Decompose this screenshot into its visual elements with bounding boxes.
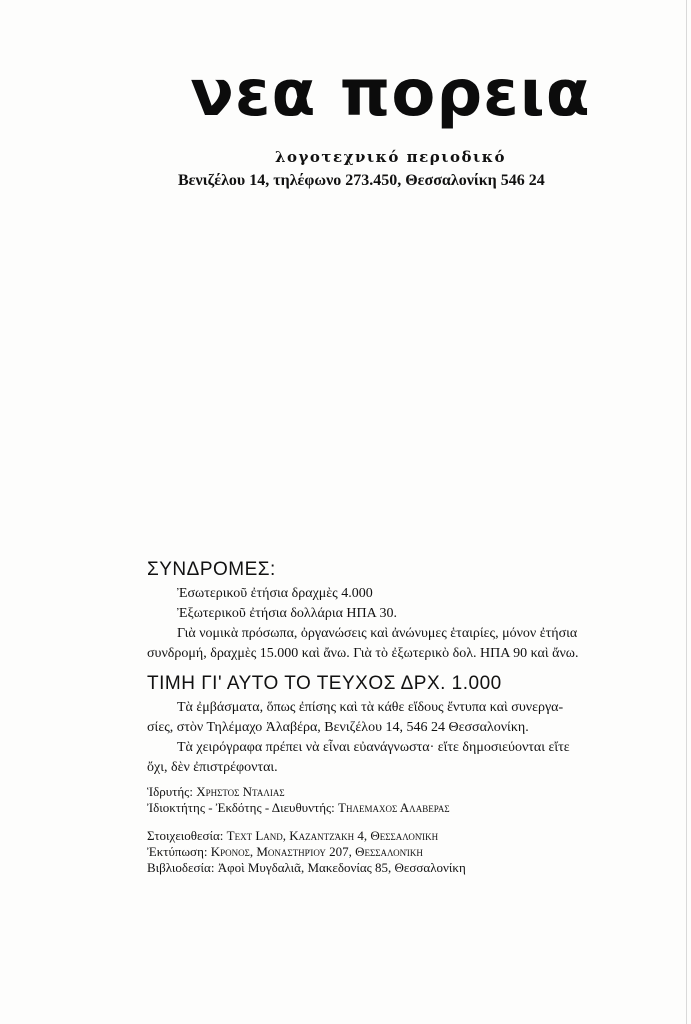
- printing-label: Ἐκτύπωση:: [147, 844, 208, 859]
- founder-label: Ἱδρυτής:: [147, 784, 193, 799]
- printing-value: Κρονος, Μοναστηρίου 207, Θεσσαλονίκη: [210, 844, 423, 859]
- foreign-subscription: Ἐξωτερικοῦ ἐτήσια δολλάρια ΗΠΑ 30.: [177, 606, 397, 621]
- typesetting-value: Text Land, Καζαντζάκη 4, Θεσσαλονίκη: [226, 828, 439, 843]
- printing-credit: [147, 844, 647, 860]
- journal-address: Βενιζέλου 14, τηλέφωνο 273.450, Θεσσαλονίκη 546 24: [178, 172, 545, 189]
- manuscripts-line-1: Τὰ χειρόγραφα πρέπει νὰ εἶναι εὐανάγνωστα· εἴτε δημοσιεύονται εἴτε: [177, 740, 570, 755]
- owner-credit: [147, 800, 647, 816]
- typesetting-credit: [147, 828, 647, 844]
- legal-entities-line-2: συνδρομή, δραχμὲς 15.000 καὶ ἄνω. Γιὰ τὸ ἐξωτερικὸ δολ. ΗΠΑ 90 καὶ ἄνω.: [147, 646, 579, 661]
- owner-label: Ἰδιοκτήτης - Ἐκδότης - Διευθυντής:: [147, 800, 335, 815]
- journal-subtitle: λογοτεχνικό περιοδικό: [275, 148, 506, 166]
- typesetting-label: Στοιχειοθεσία:: [147, 828, 224, 843]
- journal-title: νεα πορεια: [190, 57, 591, 131]
- binding-label: Βιβλιοδεσία:: [147, 860, 215, 875]
- subscriptions-heading: ΣΥΝΔΡΟΜΕΣ:: [147, 559, 276, 580]
- subscriptions-block: [147, 558, 647, 778]
- masthead: [0, 57, 691, 131]
- manuscripts-line-2: ὄχι, δὲν ἐπιστρέφονται.: [147, 760, 278, 775]
- founder-credit: [147, 784, 647, 800]
- credits-block: [147, 784, 647, 876]
- payments-line-2: σίες, στὸν Τηλέμαχο Ἀλαβέρα, Βενιζέλου 14, 546 24 Θεσσαλονίκη.: [147, 720, 529, 735]
- payments-line-1: Τὰ ἐμβάσματα, ὅπως ἐπίσης καὶ τὰ κάθε εἴδους ἔντυπα καὶ συνεργα-: [177, 700, 564, 715]
- binding-value: Ἀφοὶ Μυγδαλιᾶ, Μακεδονίας 85, Θεσσαλονίκη: [217, 860, 466, 875]
- binding-credit: [147, 860, 647, 876]
- founder-name: Χρηστος Νταλιας: [196, 784, 285, 799]
- domestic-subscription: Ἐσωτερικοῦ ἐτήσια δραχμὲς 4.000: [177, 586, 373, 601]
- issue-price-heading: ΤΙΜΗ ΓΙ' ΑΥΤΟ ΤΟ ΤΕΥΧΟΣ ΔΡΧ. 1.000: [147, 673, 502, 694]
- owner-name: Τηλεμαχος Αλαβερας: [338, 800, 450, 815]
- credits-spacer: [147, 816, 647, 828]
- legal-entities-line-1: Γιὰ νομικὰ πρόσωπα, ὀργανώσεις καὶ ἀνώνυμες ἑταιρίες, μόνον ἐτήσια: [177, 626, 578, 641]
